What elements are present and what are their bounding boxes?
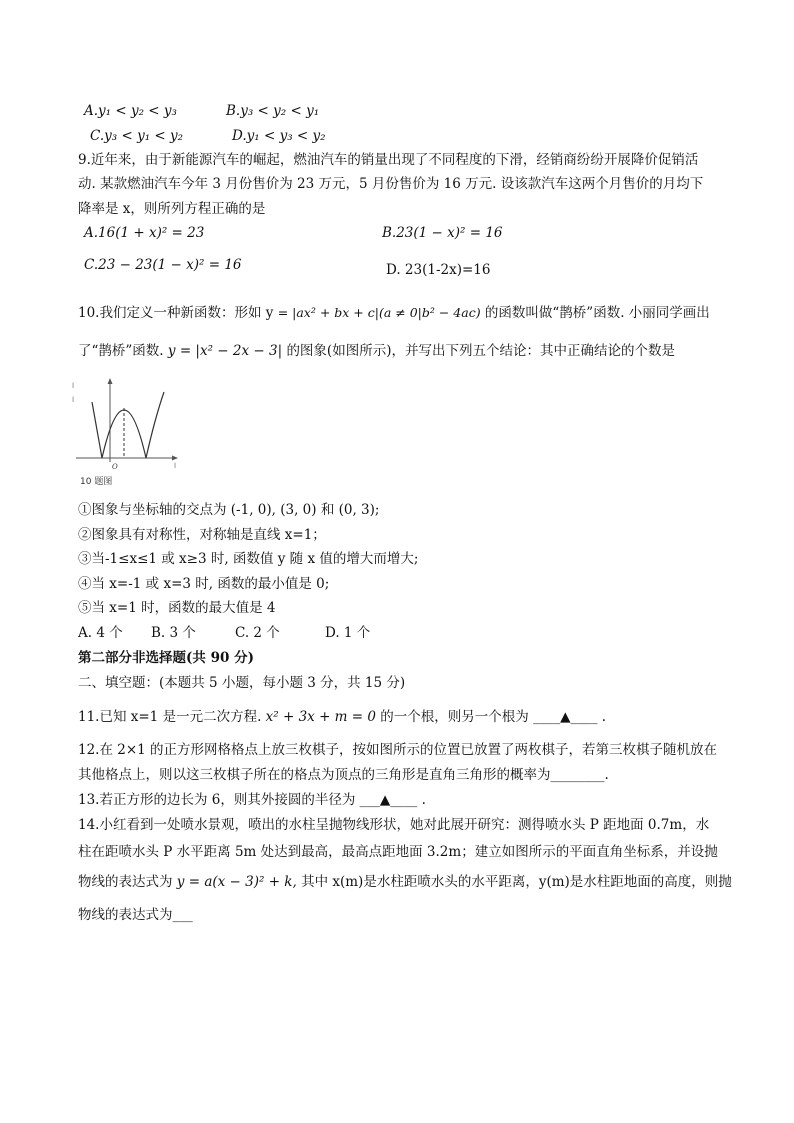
q14-line-4: 物线的表达式为___ xyxy=(78,907,193,923)
q14-line-2: 柱在距喷水头 P 水平距离 5m 处达到最高，最高点距地面 3.2m；建立如图所示的平面直角坐标系，并设抛 xyxy=(78,844,718,860)
q12-line-2: 其他格点上，则以这三枚棋子所在的格点为顶点的三角形是直角三角形的概率为________. xyxy=(78,767,609,783)
q10-line-1-text-a: 10.我们定义一种新函数：形如 y xyxy=(78,305,274,321)
section-2-heading: 二、填空题：(本题共 5 小题，每小题 3 分，共 15 分) xyxy=(78,675,406,691)
q10-option-a: A. 4 个 xyxy=(78,625,123,641)
q11-text-b: 的一个根，则另一个根为 xyxy=(380,709,529,725)
q10-line-2-text-a: 了“鹊桥”函数. xyxy=(78,343,164,359)
q14-line-3-text-b: 其中 x(m)是水柱距喷水头的水平距离，y(m)是水柱距地面的高度，则抛 xyxy=(301,874,732,890)
q10-option-d: D. 1 个 xyxy=(325,625,371,641)
q9-option-b: B.23(1 − x)² = 16 xyxy=(382,225,503,241)
q11-text-a: 11.已知 x=1 是一元二次方程. xyxy=(78,709,262,725)
q14-line-3 xyxy=(78,872,732,892)
q10-line-2-text-b: 的图象(如图所示)，并写出下列五个结论：其中正确结论的个数是 xyxy=(286,343,675,359)
q10-statement-5: ⑤当 x=1 时，函数的最大值是 4 xyxy=(78,600,276,616)
q10-figure-caption: 10 题图 xyxy=(80,477,113,487)
q10-figure xyxy=(72,378,192,492)
y-axis-label: ǀ xyxy=(72,382,75,390)
q11-equation: x² + 3x + m = 0 xyxy=(265,709,376,725)
x-axis-label: ǀ xyxy=(174,462,177,470)
q8-option-b: B.y₃ < y₂ < y₁ xyxy=(226,103,320,119)
q9-line-3: 降率是 x，则所列方程正确的是 xyxy=(78,201,266,217)
q13-line xyxy=(78,790,426,810)
q10-line-1-text-b: 的函数叫做“鹊桥”函数. 小丽同学画出 xyxy=(484,305,710,321)
q10-statement-3: ③当-1≤x≤1 或 x≥3 时, 函数值 y 随 x 值的增大而增大; xyxy=(78,551,419,567)
q8-option-d: D.y₁ < y₃ < y₂ xyxy=(232,128,326,144)
q9-option-d: D. 23(1-2x)=16 xyxy=(386,262,491,278)
q10-statement-2: ②图象具有对称性，对称轴是直线 x=1； xyxy=(78,527,326,543)
q11-end: . xyxy=(601,709,607,725)
origin-label: O xyxy=(112,463,118,471)
x-axis-arrow-icon xyxy=(172,456,178,461)
q13-text: 13.若正方形的边长为 6，则其外接圆的半径为 xyxy=(78,792,356,808)
q10-line-2 xyxy=(78,341,675,361)
y-axis-arrow-icon xyxy=(108,378,113,384)
q9-option-c: C.23 − 23(1 − x)² = 16 xyxy=(84,257,242,273)
q14-line-1: 14.小红看到一处喷水景观，喷出的水柱呈抛物线形状，她对此展开研究：测得喷水头 P 距地面 0.7m，水 xyxy=(78,817,710,833)
q10-statement-1: ①图象与坐标轴的交点为 (-1, 0), (3, 0) 和 (0, 3); xyxy=(78,502,380,518)
q9-line-2: 动. 某款燃油汽车今年 3 月份售价为 23 万元，5 月份售价为 16 万元. 设该款汽车这两个月售价的月均下 xyxy=(78,176,704,192)
q8-option-a: A.y₁ < y₂ < y₃ xyxy=(84,103,177,119)
q10-statement-4: ④当 x=-1 或 x=3 时, 函数的最小值是 0; xyxy=(78,576,330,592)
q9-line-1: 9.近年来，由于新能源汽车的崛起，燃油汽车的销量出现了不同程度的下滑，经销商纷纷开展降价促销活 xyxy=(78,152,699,168)
q10-function-formula: y = |x² − 2x − 3| xyxy=(167,343,283,359)
q13-answer-blank[interactable]: ___▲____ xyxy=(359,792,418,808)
q10-line-1 xyxy=(78,303,710,323)
q8-option-c: C.y₃ < y₁ < y₂ xyxy=(90,128,184,144)
curve-right-arm xyxy=(146,392,164,458)
q14-formula: y = a(x − 3)² + k, xyxy=(176,874,297,890)
q10-option-c: C. 2 个 xyxy=(235,625,280,641)
q10-graph xyxy=(72,378,192,488)
q11-line xyxy=(78,707,606,727)
curve-left-arm xyxy=(92,402,102,458)
q10-definition-formula: = |ax² + bx + c|(a ≠ 0|b² − 4ac) xyxy=(277,305,481,320)
part-2-title: 第二部分非选择题(共 90 分) xyxy=(78,650,254,666)
q10-option-b: B. 3 个 xyxy=(151,625,196,641)
q13-end: . xyxy=(421,792,426,808)
q14-line-3-text-a: 物线的表达式为 xyxy=(78,874,173,890)
q12-line-1: 12.在 2×1 的正方形网格格点上放三枚棋子，按如图所示的位置已放置了两枚棋子，若第三枚棋子随机放在 xyxy=(78,742,718,758)
q9-option-a: A.16(1 + x)² = 23 xyxy=(84,225,205,241)
y-axis-tick: ǀ xyxy=(72,396,75,404)
q11-answer-blank[interactable]: ____▲____ xyxy=(533,709,598,725)
